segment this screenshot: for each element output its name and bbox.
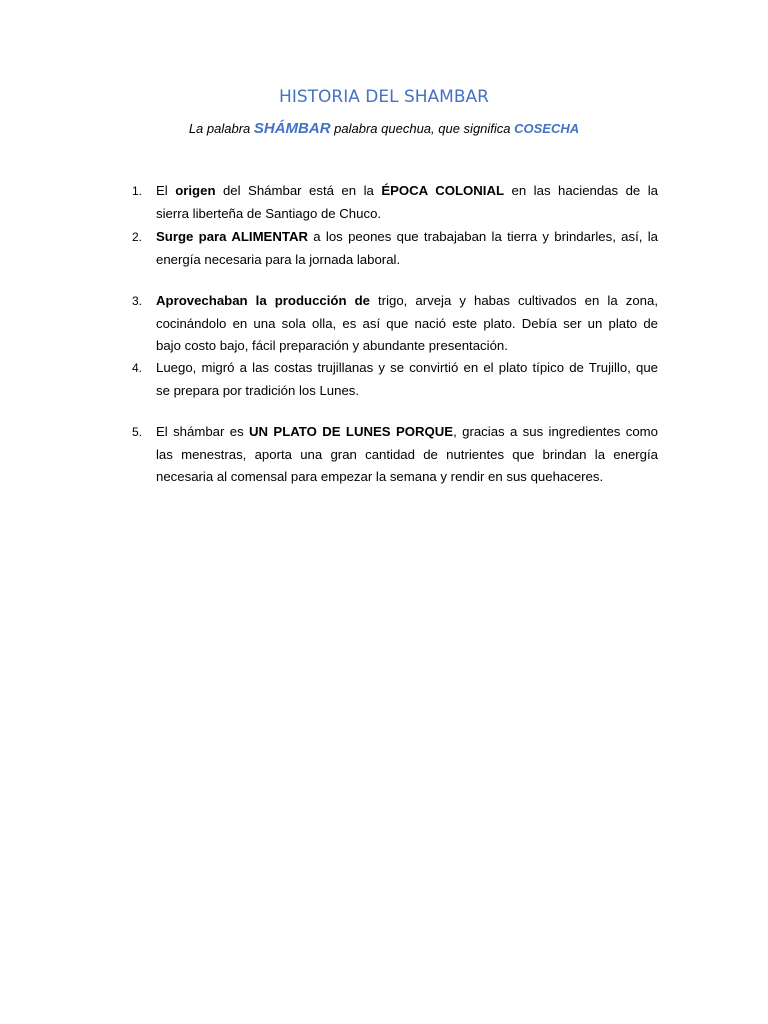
list-item-line (156, 357, 658, 380)
text-run: El (156, 183, 176, 198)
text-run: trigo, arveja y habas cultivados en la zona, (369, 293, 658, 308)
text-run: bajo costo bajo, fácil preparación y abundante presentación. (156, 338, 508, 354)
bold-text-run: Surge para ALIMENTAR (156, 229, 308, 244)
text-run: cocinándolo en una sola olla, es así que nació este plato. Debía ser un plato de (156, 315, 658, 331)
list-item-number: 1. (132, 184, 143, 198)
bold-text-run: UN PLATO DE LUNES PORQUE (249, 424, 454, 439)
subtitle-highlight-cosecha: COSECHA (514, 121, 580, 136)
bold-text-run: origen (175, 183, 216, 198)
text-run: a los peones que trabajaban la tierra y brindarles, así, la (308, 229, 658, 244)
list-item (132, 421, 658, 489)
list-item-text (156, 421, 658, 489)
document-subtitle (0, 120, 768, 137)
list-item-line (156, 380, 658, 403)
list-item (132, 226, 658, 271)
list-item (132, 180, 659, 225)
text-run: del Shámbar está en la (215, 183, 382, 198)
list-item-line (156, 421, 658, 444)
list-item-line (156, 290, 658, 313)
list-item-number: 2. (132, 230, 143, 244)
document-title: HISTORIA DEL SHAMBAR (279, 87, 489, 107)
list-item-line (156, 444, 658, 467)
list-item-number: 4. (132, 361, 143, 375)
subtitle-highlight-shambar: SHÁMBAR (253, 120, 331, 137)
list-item-number: 5. (132, 425, 143, 439)
list-item-line (156, 335, 658, 358)
list-item (132, 357, 658, 402)
subtitle-text-mid: palabra quechua, que significa (330, 121, 515, 136)
list-item-line (156, 249, 658, 272)
list-item-line (156, 226, 658, 249)
list-item-text (156, 290, 658, 358)
subtitle-text-pre: La palabra (188, 121, 254, 136)
list-item-line (156, 180, 658, 203)
text-run: energía necesaria para la jornada laboral. (156, 251, 401, 267)
list-item-text (156, 357, 658, 402)
list-item-text (156, 226, 658, 271)
list-item-text (156, 180, 658, 225)
text-run: El shámbar es (156, 424, 250, 439)
bold-text-run: ÉPOCA COLONIAL (381, 183, 505, 198)
text-run: las menestras, aporta una gran cantidad de nutrientes que brindan la energía (156, 446, 658, 462)
list-item-line (156, 313, 658, 336)
text-run: necesaria al comensal para empezar la semana y rendir en sus quehaceres. (156, 469, 604, 485)
bold-text-run: Aprovechaban la producción de (156, 293, 370, 308)
text-run: se prepara por tradición los Lunes. (156, 382, 360, 398)
list-item-line (156, 203, 658, 226)
list-item-number: 3. (132, 294, 143, 308)
text-run: sierra liberteña de Santiago de Chuco. (156, 205, 382, 221)
list-item-line (156, 466, 658, 489)
text-run: Luego, migró a las costas trujillanas y se convirtió en el plato típico de Trujillo, que (156, 360, 658, 375)
list-item (132, 290, 658, 358)
text-run: , gracias a sus ingredientes como (453, 424, 658, 439)
text-run: en las haciendas de la (504, 183, 659, 198)
